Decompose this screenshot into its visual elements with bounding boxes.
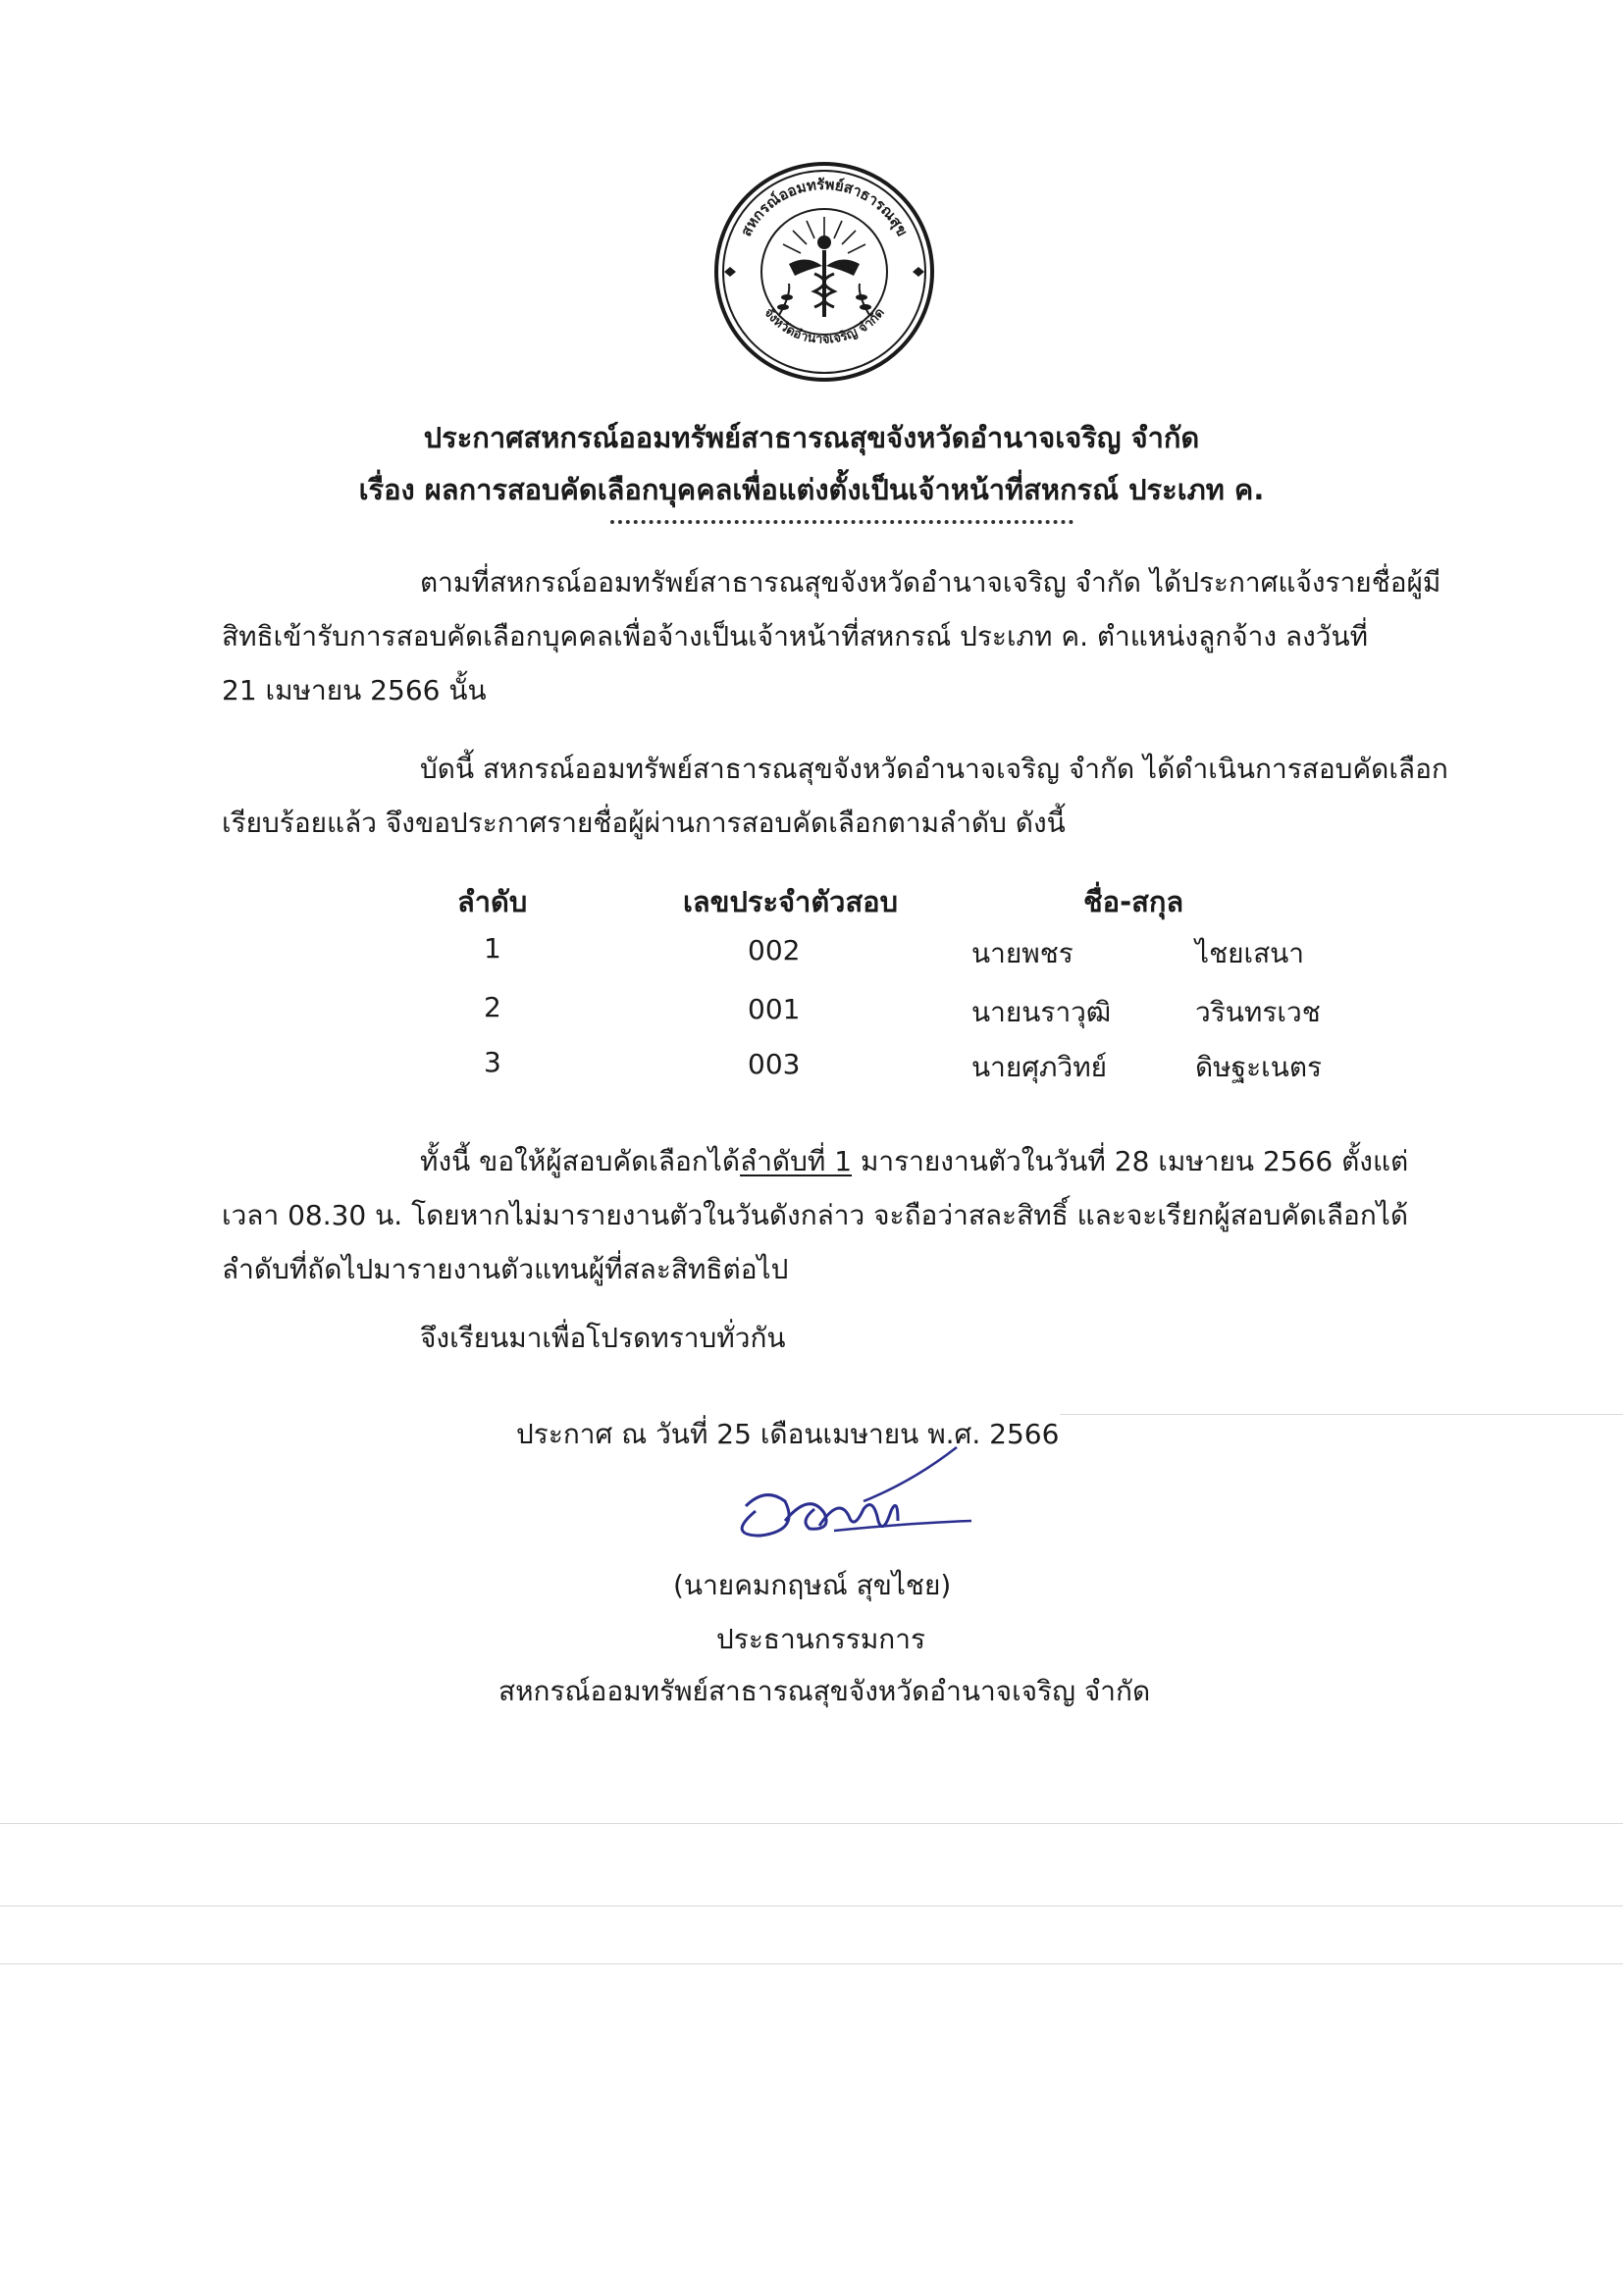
- paragraph-2-line-1: บัดนี้ สหกรณ์ออมทรัพย์สาธารณสุขจังหวัดอำนาจเจริญ จำกัด ได้ดำเนินการสอบคัดเลือก: [420, 753, 1448, 785]
- row-1-first-name: นายพชร: [971, 937, 1073, 969]
- header-rank: ลำดับ: [457, 885, 528, 918]
- row-3-last-name: ดิษฐะเนตร: [1195, 1051, 1323, 1083]
- cooperative-seal-emblem: [712, 160, 936, 384]
- signer-position: ประธานกรรมการ: [716, 1623, 926, 1655]
- paragraph-1-line-1: ตามที่สหกรณ์ออมทรัพย์สาธารณสุขจังหวัดอำนาจเจริญ จำกัด ได้ประกาศแจ้งรายชื่อผู้มี: [420, 566, 1441, 599]
- closing-line: จึงเรียนมาเพื่อโปรดทราบทั่วกัน: [420, 1322, 786, 1354]
- row-2-last-name: วรินทรเวช: [1195, 996, 1321, 1028]
- handwritten-signature: [716, 1442, 1011, 1555]
- announcement-title: ประกาศสหกรณ์ออมทรัพย์สาธารณสุขจังหวัดอำนาจเจริญ จำกัด: [423, 421, 1200, 454]
- paragraph-3-line-2: เวลา 08.30 น. โดยหากไม่มารายงานตัวในวันดังกล่าว จะถือว่าสละสิทธิ์ และจะเรียกผู้สอบคัดเลือกได้: [222, 1199, 1409, 1231]
- row-1-exam-id: 002: [748, 934, 801, 966]
- announcement-date: ประกาศ ณ วันที่ 25 เดือนเมษายน พ.ศ. 2566: [516, 1418, 1060, 1450]
- signer-name: (นายคมกฤษณ์ สุขไชย): [673, 1569, 952, 1601]
- row-2-rank: 2: [484, 991, 501, 1023]
- announcement-subject: เรื่อง ผลการสอบคัดเลือกบุคคลเพื่อแต่งตั้งเป็นเจ้าหน้าที่สหกรณ์ ประเภท ค.: [358, 473, 1265, 506]
- paragraph-1-line-2: สิทธิเข้ารับการสอบคัดเลือกบุคคลเพื่อจ้างเป็นเจ้าหน้าที่สหกรณ์ ประเภท ค. ตำแหน่งลูกจ้าง ลงวันที่: [222, 620, 1369, 652]
- signer-organization: สหกรณ์ออมทรัพย์สาธารณสุขจังหวัดอำนาจเจริญ จำกัด: [498, 1675, 1151, 1707]
- row-1-last-name: ไชยเสนา: [1195, 937, 1305, 969]
- paragraph-3-line-1: ทั้งนี้ ขอให้ผู้สอบคัดเลือกได้ลำดับที่ 1 มารายงานตัวในวันที่ 28 เมษายน 2566 ตั้งแต่: [420, 1145, 1409, 1177]
- row-3-exam-id: 003: [748, 1048, 801, 1080]
- row-3-first-name: นายศุภวิทย์: [971, 1051, 1108, 1083]
- seal-top-text: สหกรณ์ออมทรัพย์สาธารณสุข: [737, 175, 912, 239]
- paragraph-2-line-2: เรียบร้อยแล้ว จึงขอประกาศรายชื่อผู้ผ่านการสอบคัดเลือกตามลำดับ ดังนี้: [222, 807, 1066, 839]
- paragraph-3-line-3: ลำดับที่ถัดไปมารายงานตัวแทนผู้ที่สละสิทธิต่อไป: [222, 1253, 789, 1285]
- header-name: ชื่อ-สกุล: [1083, 885, 1184, 918]
- row-1-rank: 1: [484, 932, 501, 965]
- seal-bottom-text: จังหวัดอำนาจเจริญ จำกัด: [760, 305, 888, 347]
- rank-1-underlined: ลำดับที่ 1: [740, 1145, 853, 1177]
- row-3-rank: 3: [484, 1046, 501, 1078]
- header-exam-id: เลขประจำตัวสอบ: [683, 885, 898, 918]
- row-2-first-name: นายนราวุฒิ: [971, 996, 1112, 1028]
- title-separator: [610, 520, 1073, 524]
- paragraph-1-line-3: 21 เมษายน 2566 นั้น: [222, 674, 487, 706]
- row-2-exam-id: 001: [748, 993, 801, 1025]
